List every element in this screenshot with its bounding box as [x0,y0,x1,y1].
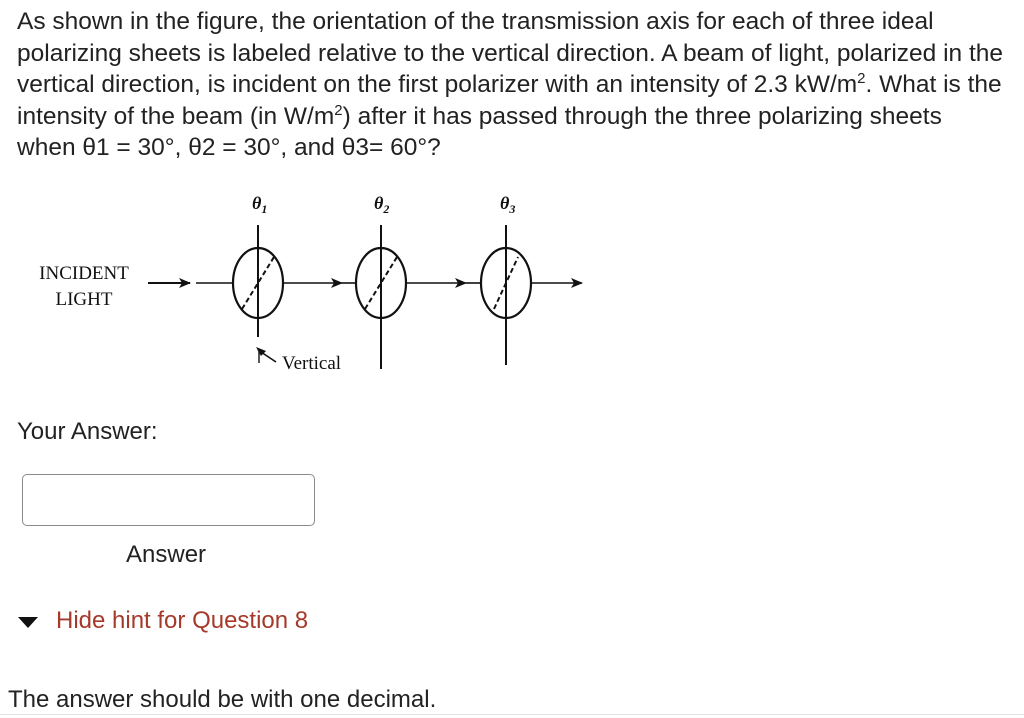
question-part-1: As shown in the figure, the orientation of the transmission axis for each of three ideal polarizing sheets is labeled relative to the vertical direction. A beam of light, polarized in the vertical direction, is incident on the first polarizer with an intensity of 2.3 kW/m [17,8,1004,98]
polarizer-2 [356,225,406,369]
answer-input[interactable] [22,474,315,526]
hint-text: The answer should be with one decimal. [8,686,437,713]
question-part-3: ) after it has passed through the three polarizing sheets when θ1 = 30°, θ2 = 30°, and θ3= 60°? [17,102,942,161]
question-text [17,6,1007,164]
polarizer-1 [233,225,283,337]
hint-toggle-label[interactable]: Hide hint for Question 8 [56,607,309,634]
triangle-down-icon[interactable] [18,617,38,628]
vertical-indicator [256,347,276,363]
polarizer-diagram [0,185,620,385]
divider [0,714,1024,715]
polarizer-figure [0,185,620,385]
incident-label-line2: LIGHT [55,289,113,310]
superscript-2: 2 [857,69,866,87]
theta-1-label: $\theta_1$ [252,193,268,216]
hint-toggle[interactable] [18,607,308,635]
answer-caption: Answer [126,541,207,568]
your-answer-label: Your Answer: [17,418,158,445]
vertical-label: Vertical [282,353,342,374]
polarizer-3 [481,225,531,365]
incident-label-line1: INCIDENT [39,263,129,284]
question-part-2: . What is the intensity of the beam (in W/m [17,71,1002,130]
theta-2-label: $\theta_2$ [374,193,390,216]
theta-3-label: $\theta_3$ [500,193,516,216]
superscript-2: 2 [334,101,343,119]
